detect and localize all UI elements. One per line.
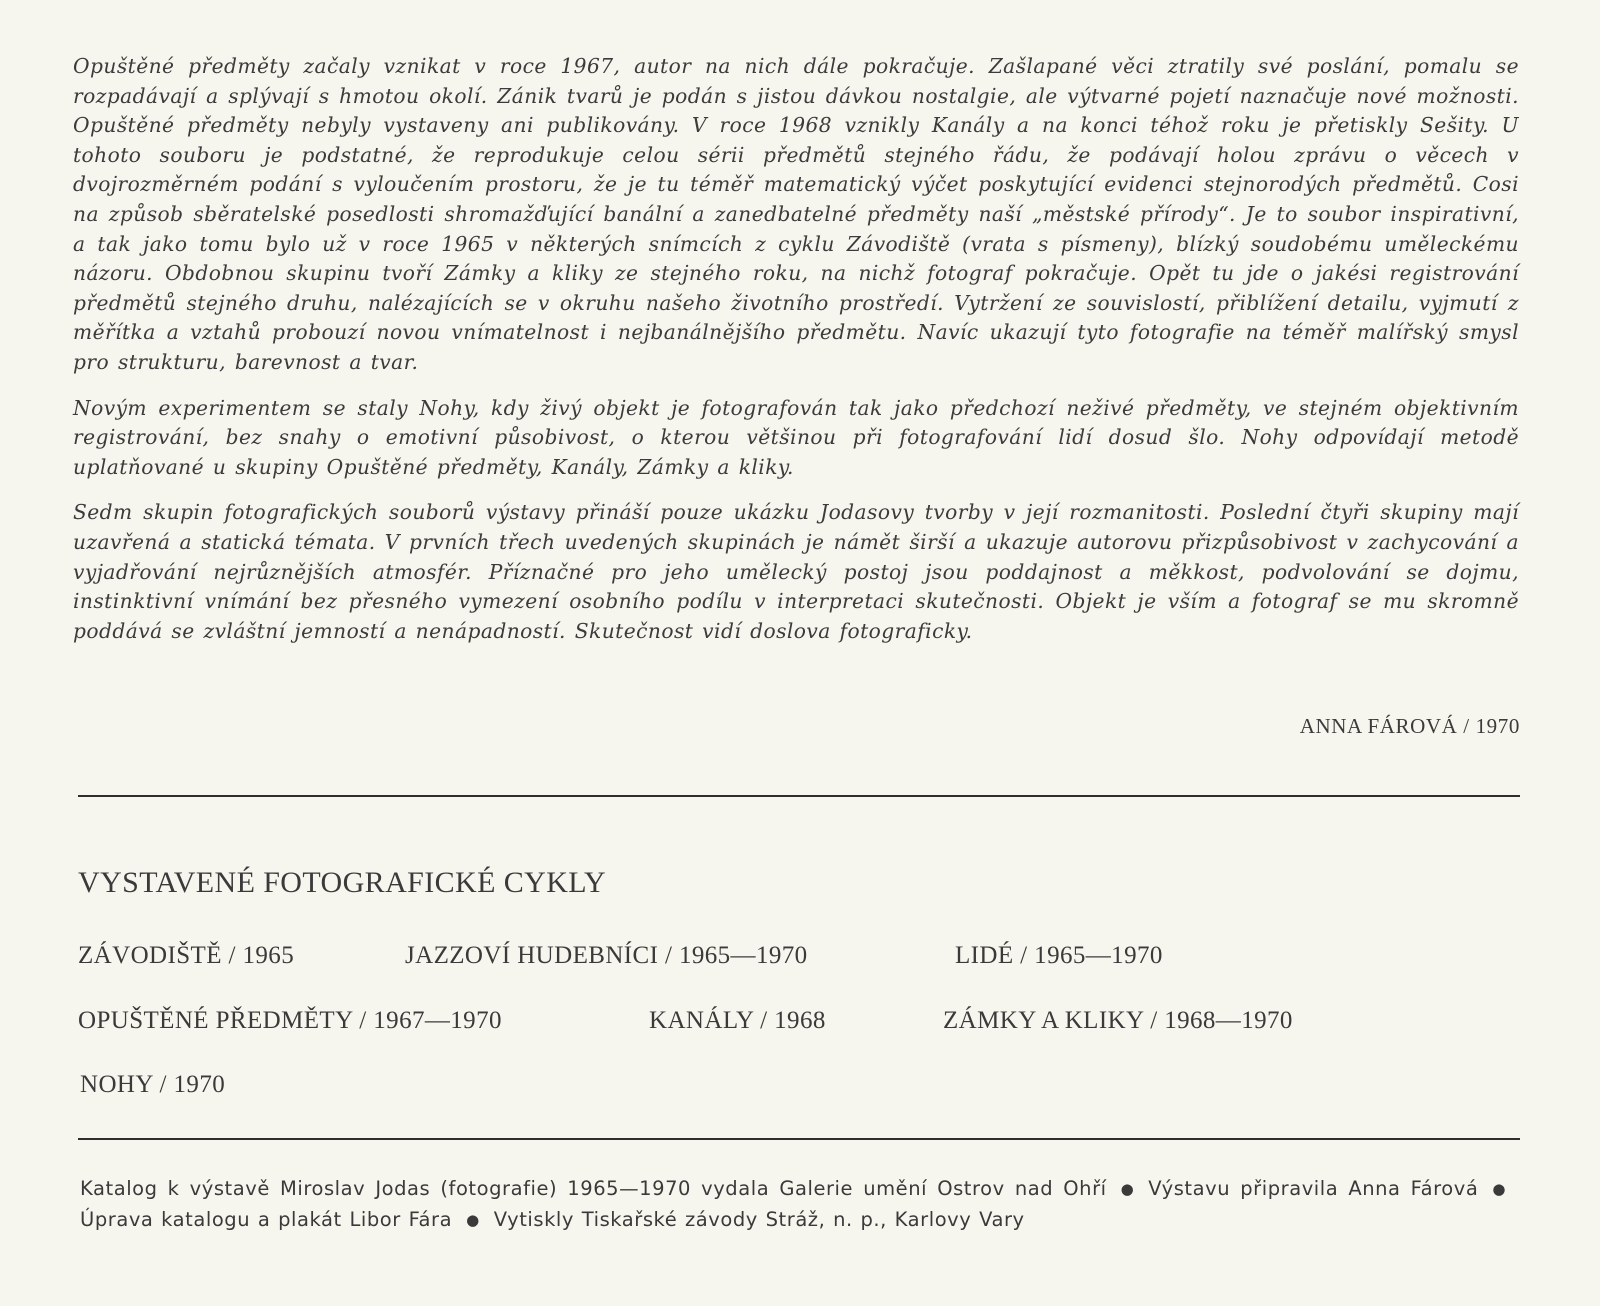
cycle-item-kanaly: KANÁLY / 1968 [649, 1007, 826, 1034]
cycle-item-zamky-a-kliky: ZÁMKY A KLIKY / 1968—1970 [943, 1007, 1293, 1034]
bullet-separator: ● [1120, 1180, 1135, 1198]
essay-paragraph-2: Novým experimentem se staly Nohy, kdy živý objekt je fotografován tak jako předchozí neživé předměty, ve stejném objektivním registrování, bez snahy o emotivní působivost, o kterou většinou při fotografování lidí dosud šlo. Nohy odpovídají metodě uplatňované u skupiny Opuštěné předměty, Kanály, Zámky a kliky. [73, 395, 1519, 479]
colophon-design: Úprava katalogu a plakát Libor Fára [80, 1207, 453, 1231]
bullet-separator: ● [1492, 1180, 1506, 1198]
bullet-separator: ● [466, 1210, 480, 1229]
colophon-curator: Výstavu připravila Anna Fárová [1148, 1177, 1479, 1200]
essay-paragraph-3: Sedm skupin fotografických souborů výstavy přináší pouze ukázku Jodasovy tvorby v její rozmanitosti. Poslední čtyři skupiny mají uzavřená a statická témata. V prvních třech uvedených skupinách je námět širší a ukazuje autorovu přizpůsobivost v zachycování a vyjadřování nejrůznějších atmosfér. Příznačné pro jeho umělecký postoj jsou poddajnost a měkkost, podvolování se dojmu, instinktivní vnímání bez přesného vymezení osobního podílu v interpretaci skutečnosti. Objekt je vším a fotograf se mu skromně poddává se zvláštní jemností a nenápadností. Skutečnost vidí doslova fotograficky. [73, 500, 1519, 643]
divider-top [78, 795, 1520, 797]
essay-signature: ANNA FÁROVÁ / 1970 [1299, 714, 1520, 738]
essay-text [73, 52, 1519, 662]
cycle-item-zavodiste: ZÁVODIŠTĚ / 1965 [78, 942, 295, 969]
essay-paragraph-1: Opuštěné předměty začaly vznikat v roce 1967, autor na nich dále pokračuje. Zašlapané věci ztratily své poslání, pomalu se rozpadávají a splývají s hmotou okolí. Zánik tvarů je podán s jistou dávkou nostalgie, ale výtvarné pojetí naznačuje nové možnosti. Opuštěné předměty nebyly vystaveny ani publikovány. V roce 1968 vznikly Kanály a na konci téhož roku je přetiskly Sešity. U tohoto souboru je podstatné, že reprodukuje celou sérii předmětů stejného řádu, že podávají holou zprávu o věcech v dvojrozměrném podání s vyloučením prostoru, že je tu téměř matematický výčet poskytující evidenci stejnorodých předmětů. Cosi na způsob sběratelské posedlosti shromažďující banální a zanedbatelné předměty naší „městské přírody“. Je to soubor inspirativní, a tak jako tomu bylo už v roce 1965 v některých snímcích z cyklu Závodiště (vrata s písmeny), blízký soudobému uměleckému názoru. Obdobnou skupinu tvoří Zámky a kliky ze stejného roku, na nichž fotograf pokračuje. Opět tu jde o jakési registrování předmětů stejného druhu, nalézajících se v okruhu našeho životního prostředí. Vytržení ze souvislostí, přiblížení detailu, vyjmutí z měřítka a vztahů probouzí novou vnímatelnost i nejbanálnějšího předmětu. Navíc ukazují tyto fotografie na téměř malířský smysl pro strukturu, barevnost a tvar. [73, 54, 1519, 374]
divider-bottom [78, 1138, 1520, 1140]
cycle-item-nohy: NOHY / 1970 [80, 1071, 226, 1098]
cycle-item-lide: LIDÉ / 1965—1970 [955, 942, 1163, 969]
colophon-publisher: Katalog k výstavě Miroslav Jodas (fotografie) 1965—1970 vydala Galerie umění Ostrov nad Ohří [80, 1177, 1107, 1200]
colophon [80, 1174, 1520, 1235]
cycles-heading: VYSTAVENÉ FOTOGRAFICKÉ CYKLY [78, 866, 607, 899]
colophon-printer: Vytiskly Tiskařské závody Stráž, n. p., Karlovy Vary [493, 1207, 1025, 1231]
cycle-item-opustene-predmety: OPUŠTĚNÉ PŘEDMĚTY / 1967—1970 [78, 1007, 502, 1034]
cycle-item-jazzovi-hudebnici: JAZZOVÍ HUDEBNÍCI / 1965—1970 [405, 942, 808, 969]
